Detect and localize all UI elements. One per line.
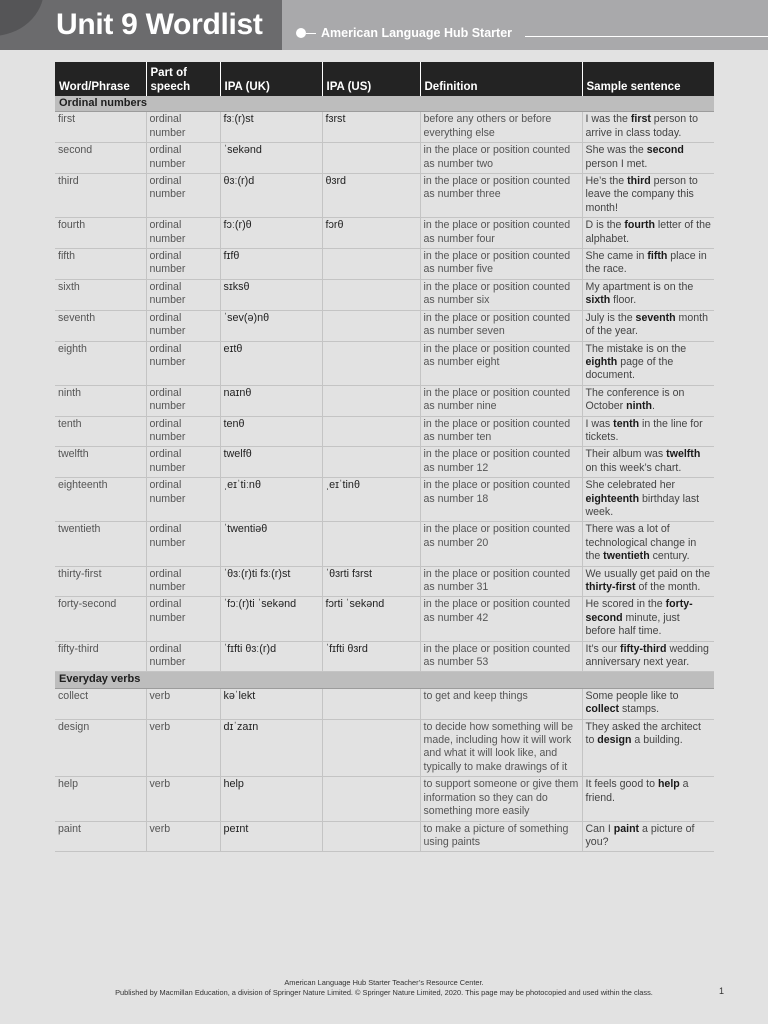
sentence-text: person to leave the company this month!: [585, 175, 698, 214]
ipa-uk-cell: sɪksθ: [220, 279, 322, 310]
table-row: [55, 112, 714, 143]
header-title-block: [0, 0, 282, 50]
sample-sentence-cell: [582, 522, 714, 566]
sentence-text: We usually get paid on the: [585, 567, 711, 580]
part-of-speech-cell: verb: [146, 719, 220, 777]
word-cell: twentieth: [55, 522, 146, 566]
sample-sentence-cell: [582, 143, 714, 174]
sentence-text: The mistake is on the: [585, 342, 687, 355]
ipa-us-cell: [322, 522, 420, 566]
definition-cell: in the place or position counted as number 42: [420, 597, 582, 641]
sentence-text: wedding anniversary next year.: [585, 642, 709, 669]
ipa-uk-cell: fɜː(r)st: [220, 112, 322, 143]
definition-cell: in the place or position counted as number eight: [420, 341, 582, 385]
sample-sentence-cell: [582, 310, 714, 341]
sample-sentence-cell: [582, 821, 714, 852]
part-of-speech-cell: ordinal number: [146, 447, 220, 478]
ipa-us-cell: [322, 447, 420, 478]
part-of-speech-cell: ordinal number: [146, 641, 220, 672]
ipa-uk-cell: ˈsekənd: [220, 143, 322, 174]
table-row: [55, 249, 714, 280]
brand-rule: [306, 33, 316, 34]
part-of-speech-cell: ordinal number: [146, 249, 220, 280]
part-of-speech-cell: verb: [146, 688, 220, 719]
ipa-uk-cell: ˈfɪfti θɜː(r)d: [220, 641, 322, 672]
table-row: [55, 416, 714, 447]
definition-cell: in the place or position counted as number 12: [420, 447, 582, 478]
ipa-us-cell: [322, 249, 420, 280]
highlighted-word: eighth: [585, 355, 618, 368]
table-row: [55, 566, 714, 597]
wordlist-body: [55, 96, 714, 852]
ipa-us-cell: ˈfɪfti θɜrd: [322, 641, 420, 672]
section-heading: Ordinal numbers: [55, 96, 714, 112]
sample-sentence-cell: [582, 777, 714, 821]
ipa-us-cell: [322, 777, 420, 821]
sample-sentence-cell: [582, 719, 714, 777]
sentence-text: The conference is on October: [585, 386, 685, 413]
sentence-text: She came in: [585, 250, 648, 263]
sample-sentence-cell: [582, 641, 714, 672]
definition-cell: in the place or position counted as number 31: [420, 566, 582, 597]
word-cell: eighth: [55, 341, 146, 385]
highlighted-word: help: [657, 778, 680, 791]
highlighted-word: first: [630, 113, 651, 126]
sentence-text: birthday last week.: [585, 492, 700, 518]
highlighted-word: fifty-third: [620, 642, 667, 655]
word-cell: third: [55, 174, 146, 218]
sentence-text: July is the: [585, 311, 636, 324]
definition-cell: in the place or position counted as number seven: [420, 310, 582, 341]
definition-cell: before any others or before everything else: [420, 112, 582, 143]
sentence-text: place in the race.: [585, 250, 707, 276]
part-of-speech-cell: ordinal number: [146, 478, 220, 522]
ipa-uk-cell: peɪnt: [220, 821, 322, 852]
sentence-text: My apartment is on the: [585, 280, 694, 293]
definition-cell: to decide how something will be made, including how it will work and what it will look like, and typically to make drawings of it: [420, 719, 582, 777]
page-number: 1: [719, 986, 725, 996]
sentence-text: minute, just before half time.: [585, 611, 680, 638]
table-row: [55, 478, 714, 522]
footer-line-resource-center: American Language Hub Starter Teacher’s Resource Center.: [284, 978, 484, 987]
sentence-text: of the month.: [635, 581, 701, 593]
sentence-text: a building.: [631, 734, 683, 747]
word-cell: second: [55, 143, 146, 174]
ipa-us-cell: fɔrti ˈsekənd: [322, 597, 420, 641]
ipa-uk-cell: fɪfθ: [220, 249, 322, 280]
word-cell: fifty-third: [55, 641, 146, 672]
table-row: [55, 218, 714, 249]
header-rule: [525, 36, 768, 37]
table-row: [55, 688, 714, 719]
sentence-text: I was: [585, 417, 614, 430]
header-circle-decoration: [0, 0, 44, 36]
word-cell: first: [55, 112, 146, 143]
highlighted-word: fifth: [647, 250, 668, 263]
definition-cell: in the place or position counted as number four: [420, 218, 582, 249]
ipa-us-cell: θɜrd: [322, 174, 420, 218]
word-cell: tenth: [55, 416, 146, 447]
sample-sentence-cell: [582, 279, 714, 310]
sentence-text: They asked the architect to: [585, 720, 701, 747]
highlighted-word: second: [646, 144, 684, 157]
sample-sentence-cell: [582, 218, 714, 249]
highlighted-word: collect: [585, 703, 620, 716]
part-of-speech-cell: ordinal number: [146, 143, 220, 174]
sentence-text: person to arrive in class today.: [585, 113, 698, 139]
ipa-us-cell: [322, 688, 420, 719]
highlighted-word: fourth: [624, 219, 655, 232]
part-of-speech-cell: ordinal number: [146, 112, 220, 143]
column-header: Part of speech: [146, 62, 220, 96]
ipa-us-cell: [322, 821, 420, 852]
table-row: [55, 522, 714, 566]
wordlist-sheet: [55, 62, 714, 852]
definition-cell: to support someone or give them information so they can do something more easily: [420, 777, 582, 821]
part-of-speech-cell: verb: [146, 777, 220, 821]
ipa-uk-cell: dɪˈzaɪn: [220, 719, 322, 777]
table-header-row: [55, 62, 714, 96]
ipa-uk-cell: ˈsev(ə)nθ: [220, 310, 322, 341]
ipa-uk-cell: ˈtwentiəθ: [220, 522, 322, 566]
sample-sentence-cell: [582, 416, 714, 447]
sentence-text: Their album was: [585, 448, 667, 461]
definition-cell: in the place or position counted as number nine: [420, 385, 582, 416]
sentence-text: He’s the: [585, 175, 628, 188]
ipa-uk-cell: naɪnθ: [220, 385, 322, 416]
definition-cell: to get and keep things: [420, 688, 582, 719]
ipa-us-cell: [322, 341, 420, 385]
highlighted-word: paint: [613, 822, 640, 835]
ipa-uk-cell: ˈfɔː(r)ti ˈsekənd: [220, 597, 322, 641]
highlighted-word: third: [627, 175, 651, 188]
part-of-speech-cell: ordinal number: [146, 218, 220, 249]
sentence-text: page of the document.: [585, 355, 674, 382]
part-of-speech-cell: ordinal number: [146, 174, 220, 218]
sentence-text: D is the: [585, 219, 625, 232]
sample-sentence-cell: [582, 385, 714, 416]
ipa-uk-cell: fɔː(r)θ: [220, 218, 322, 249]
word-cell: twelfth: [55, 447, 146, 478]
footer-line-copyright: Published by Macmillan Education, a division of Springer Nature Limited. © Springer Nature Limited, 2020. This page may be photocopied and used within the class.: [115, 988, 653, 997]
highlighted-word: sixth: [585, 294, 611, 307]
page-title: Unit 9 Wordlist: [56, 8, 263, 41]
word-cell: paint: [55, 821, 146, 852]
part-of-speech-cell: verb: [146, 821, 220, 852]
ipa-uk-cell: help: [220, 777, 322, 821]
sentence-text: She celebrated her: [585, 479, 676, 492]
definition-cell: to make a picture of something using paints: [420, 821, 582, 852]
part-of-speech-cell: ordinal number: [146, 566, 220, 597]
word-cell: seventh: [55, 310, 146, 341]
section-heading: Everyday verbs: [55, 672, 714, 688]
sentence-text: on this week’s chart.: [585, 461, 682, 474]
ipa-us-cell: fɔrθ: [322, 218, 420, 249]
ipa-uk-cell: twelfθ: [220, 447, 322, 478]
sample-sentence-cell: [582, 174, 714, 218]
sample-sentence-cell: [582, 112, 714, 143]
sentence-text: in the line for tickets.: [585, 417, 703, 443]
definition-cell: in the place or position counted as number three: [420, 174, 582, 218]
highlighted-word: design: [597, 734, 632, 747]
sentence-text: He scored in the: [585, 598, 666, 611]
sample-sentence-cell: [582, 447, 714, 478]
table-row: [55, 143, 714, 174]
definition-cell: in the place or position counted as number 20: [420, 522, 582, 566]
ipa-us-cell: [322, 416, 420, 447]
sentence-text: person I met.: [585, 157, 648, 170]
column-header: Word/Phrase: [55, 62, 146, 96]
definition-cell: in the place or position counted as number 53: [420, 641, 582, 672]
ipa-us-cell: [322, 385, 420, 416]
column-header: Definition: [420, 62, 582, 96]
ipa-us-cell: ˈθɜrti fɜrst: [322, 566, 420, 597]
sentence-text: It feels good to: [585, 778, 658, 791]
brand-name: American Language Hub Starter: [321, 26, 513, 40]
part-of-speech-cell: ordinal number: [146, 310, 220, 341]
definition-cell: in the place or position counted as number five: [420, 249, 582, 280]
brand-label: [296, 26, 512, 40]
word-cell: collect: [55, 688, 146, 719]
sample-sentence-cell: [582, 478, 714, 522]
highlighted-word: eighteenth: [585, 492, 640, 505]
highlighted-word: seventh: [635, 311, 676, 324]
sentence-text: There was a lot of technological change in the: [585, 523, 697, 563]
column-header: IPA (UK): [220, 62, 322, 96]
word-cell: ninth: [55, 385, 146, 416]
sentence-text: a picture of you?: [585, 822, 695, 848]
section-heading-row: [55, 672, 714, 688]
sample-sentence-cell: [582, 341, 714, 385]
highlighted-word: twentieth: [603, 550, 650, 563]
definition-cell: in the place or position counted as number two: [420, 143, 582, 174]
sentence-text: Can I: [585, 822, 614, 835]
table-row: [55, 310, 714, 341]
word-cell: forty-second: [55, 597, 146, 641]
part-of-speech-cell: ordinal number: [146, 385, 220, 416]
sentence-text: I was the: [585, 113, 631, 126]
sample-sentence-cell: [582, 249, 714, 280]
highlighted-word: ninth: [626, 400, 653, 413]
sentence-text: Some people like to: [585, 689, 679, 702]
highlighted-word: tenth: [613, 417, 640, 430]
ipa-uk-cell: eɪtθ: [220, 341, 322, 385]
sample-sentence-cell: [582, 688, 714, 719]
definition-cell: in the place or position counted as number ten: [420, 416, 582, 447]
part-of-speech-cell: ordinal number: [146, 279, 220, 310]
sentence-text: floor.: [610, 294, 637, 307]
word-cell: fifth: [55, 249, 146, 280]
table-row: [55, 341, 714, 385]
table-row: [55, 385, 714, 416]
word-cell: help: [55, 777, 146, 821]
sentence-text: It’s our: [585, 642, 621, 655]
ipa-uk-cell: tenθ: [220, 416, 322, 447]
table-row: [55, 279, 714, 310]
ipa-uk-cell: kəˈlekt: [220, 688, 322, 719]
highlighted-word: twelfth: [666, 448, 701, 461]
sentence-text: .: [652, 400, 655, 413]
ipa-us-cell: [322, 719, 420, 777]
part-of-speech-cell: ordinal number: [146, 341, 220, 385]
table-row: [55, 447, 714, 478]
ipa-us-cell: [322, 310, 420, 341]
ipa-uk-cell: ˌeɪˈtiːnθ: [220, 478, 322, 522]
footer: [0, 978, 768, 998]
table-row: [55, 719, 714, 777]
word-cell: eighteenth: [55, 478, 146, 522]
sentence-text: She was the: [585, 144, 647, 157]
word-cell: thirty-first: [55, 566, 146, 597]
sentence-text: month of the year.: [585, 311, 708, 338]
word-cell: design: [55, 719, 146, 777]
definition-cell: in the place or position counted as number 18: [420, 478, 582, 522]
ipa-us-cell: ˌeɪˈtinθ: [322, 478, 420, 522]
table-row: [55, 597, 714, 641]
column-header: Sample sentence: [582, 62, 714, 96]
highlighted-word: forty-second: [585, 598, 693, 624]
ipa-us-cell: [322, 279, 420, 310]
highlighted-word: thirty-first: [585, 581, 636, 593]
ipa-us-cell: [322, 143, 420, 174]
sample-sentence-cell: [582, 566, 714, 597]
part-of-speech-cell: ordinal number: [146, 597, 220, 641]
part-of-speech-cell: ordinal number: [146, 522, 220, 566]
ipa-uk-cell: θɜː(r)d: [220, 174, 322, 218]
table-row: [55, 641, 714, 672]
sample-sentence-cell: [582, 597, 714, 641]
part-of-speech-cell: ordinal number: [146, 416, 220, 447]
sentence-text: century.: [649, 550, 690, 563]
sentence-text: stamps.: [619, 703, 660, 716]
section-heading-row: [55, 96, 714, 112]
sentence-text: letter of the alphabet.: [585, 219, 711, 245]
definition-cell: in the place or position counted as number six: [420, 279, 582, 310]
ipa-us-cell: fɜrst: [322, 112, 420, 143]
table-row: [55, 777, 714, 821]
bullet-dot-icon: [296, 28, 306, 38]
wordlist-table: [55, 62, 714, 852]
table-row: [55, 174, 714, 218]
word-cell: fourth: [55, 218, 146, 249]
column-header: IPA (US): [322, 62, 420, 96]
sentence-text: a friend.: [585, 778, 689, 804]
ipa-uk-cell: ˈθɜː(r)ti fɜː(r)st: [220, 566, 322, 597]
table-row: [55, 821, 714, 852]
word-cell: sixth: [55, 279, 146, 310]
